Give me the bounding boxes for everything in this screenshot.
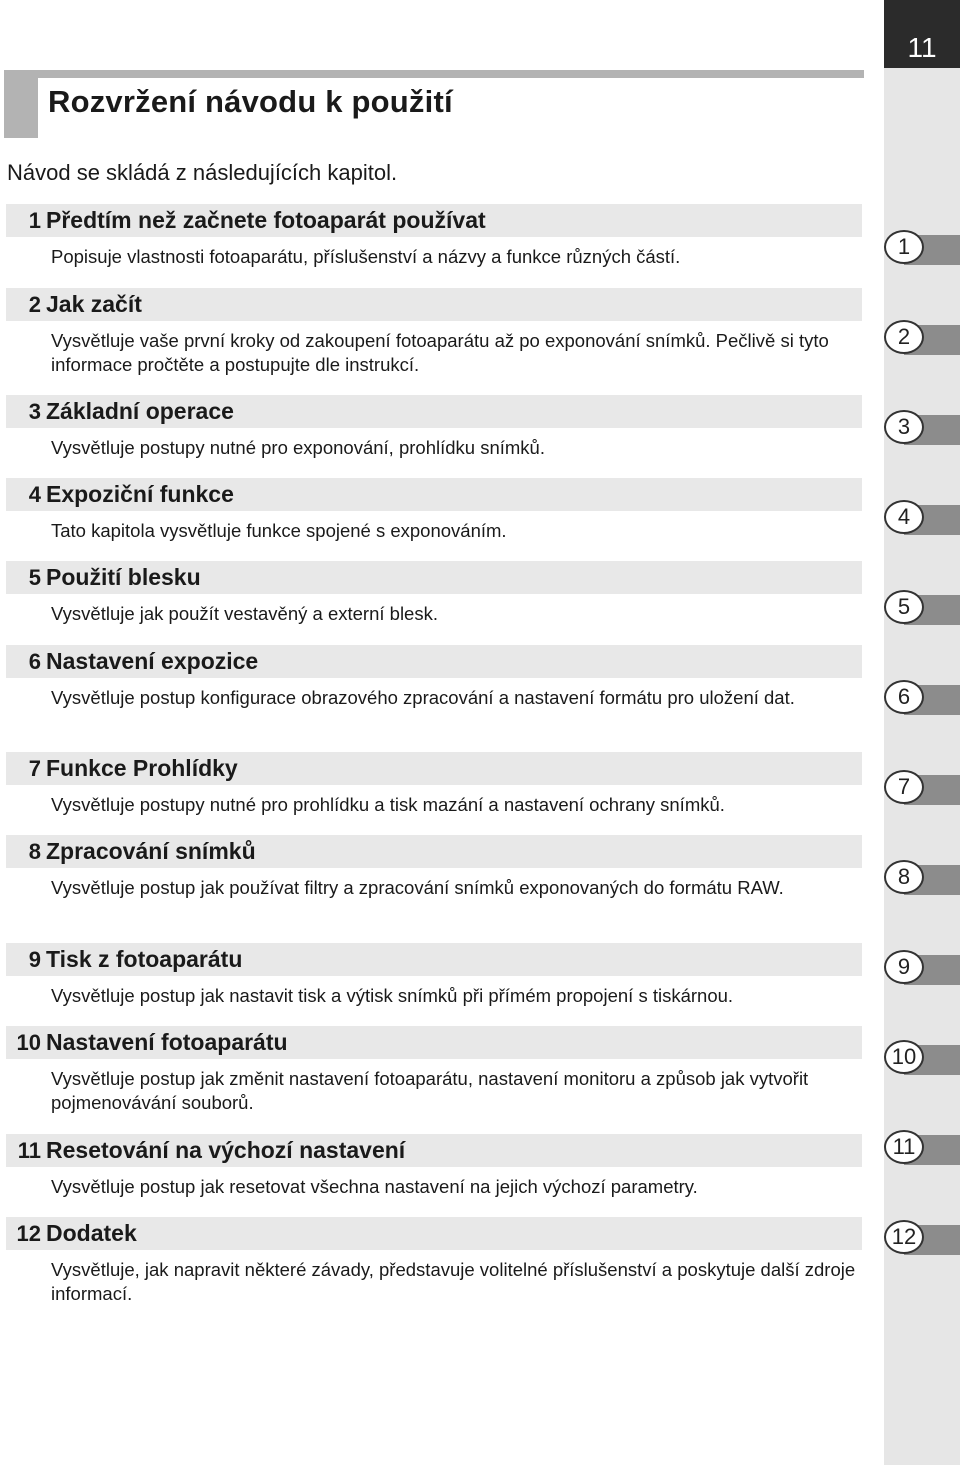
chapter-description: Vysvětluje, jak napravit některé závady, představuje volitelné příslušenství a poskytuje další zdroje informací.: [51, 1259, 856, 1304]
chapter-number: 8: [28, 838, 41, 864]
chapter-heading: [6, 204, 862, 237]
chapter-tab-12[interactable]: [884, 1220, 960, 1254]
chapter-description: Vysvětluje postup konfigurace obrazového zpracování a nastavení formátu pro uložení dat.: [51, 687, 795, 708]
chapter-number: 11: [17, 1137, 41, 1163]
chapter-tab-9[interactable]: [884, 950, 960, 984]
chapter-heading: [6, 835, 862, 868]
chapter-heading: [6, 943, 862, 976]
chapter-entry: [6, 752, 862, 817]
chapter-number: 10: [16, 1029, 41, 1055]
chapter-entry: [6, 1134, 862, 1199]
header-marker: [4, 70, 38, 138]
chapter-entry: [6, 1217, 862, 1306]
chapter-tab-6[interactable]: [884, 680, 960, 714]
tab-number: 10: [884, 1040, 924, 1074]
tab-number: 8: [884, 860, 924, 894]
header-rule: [4, 70, 864, 78]
chapter-tab-4[interactable]: [884, 500, 960, 534]
chapter-title: Dodatek: [46, 1220, 137, 1246]
chapter-entry: [6, 204, 862, 269]
chapter-entry: [6, 835, 862, 900]
chapter-description: Vysvětluje postup jak používat filtry a zpracování snímků exponovaných do formátu RAW.: [51, 877, 784, 898]
chapter-heading: [6, 1026, 862, 1059]
chapter-tab-1[interactable]: [884, 230, 960, 264]
tab-number: 2: [884, 320, 924, 354]
chapter-entry: [6, 645, 862, 710]
chapter-entry: [6, 943, 862, 1008]
chapter-description: Vysvětluje postup jak změnit nastavení fotoaparátu, nastavení monitoru a způsob jak vytvořit pojmenovávání souborů.: [51, 1068, 809, 1113]
chapter-entry: [6, 561, 862, 626]
chapter-title: Předtím než začnete fotoaparát používat: [46, 207, 486, 233]
chapter-number: 6: [28, 648, 41, 674]
chapter-heading: [6, 645, 862, 678]
chapter-heading: [6, 1134, 862, 1167]
chapter-description: Vysvětluje postup jak nastavit tisk a výtisk snímků při přímém propojení s tiskárnou.: [51, 985, 734, 1006]
tab-number: 12: [884, 1220, 924, 1254]
tab-number: 9: [884, 950, 924, 984]
chapter-description: Vysvětluje postup jak resetovat všechna nastavení na jejich výchozí parametry.: [51, 1176, 698, 1197]
chapter-heading: [6, 561, 862, 594]
page-number: 11: [884, 0, 960, 68]
chapter-heading: [6, 478, 862, 511]
chapter-heading: [6, 1217, 862, 1250]
chapter-number: 3: [28, 398, 41, 424]
tab-number: 11: [884, 1130, 924, 1164]
tab-number: 4: [884, 500, 924, 534]
chapter-tab-8[interactable]: [884, 860, 960, 894]
chapter-title: Použití blesku: [46, 564, 201, 590]
page-title: Rozvržení návodu k použití: [48, 84, 453, 119]
chapter-tab-2[interactable]: [884, 320, 960, 354]
chapter-number: 5: [28, 564, 41, 590]
chapter-tab-3[interactable]: [884, 410, 960, 444]
chapter-heading: [6, 395, 862, 428]
chapter-number: 4: [28, 481, 41, 507]
chapter-entry: [6, 1026, 862, 1115]
tab-number: 6: [884, 680, 924, 714]
chapter-number: 9: [28, 946, 41, 972]
chapter-entry: [6, 395, 862, 460]
chapter-description: Vysvětluje postupy nutné pro exponování, prohlídku snímků.: [51, 437, 545, 458]
chapter-tab-7[interactable]: [884, 770, 960, 804]
chapter-tab-10[interactable]: [884, 1040, 960, 1074]
chapter-number: 1: [28, 207, 41, 233]
chapter-description: Vysvětluje vaše první kroky od zakoupení fotoaparátu až po exponování snímků. Pečlivě si tyto informace pročtěte a postupujte dle instrukcí.: [51, 330, 829, 375]
chapter-title: Zpracování snímků: [46, 838, 256, 864]
intro-text: Návod se skládá z následujících kapitol.: [7, 160, 398, 185]
chapter-title: Funkce Prohlídky: [46, 755, 238, 781]
chapter-description: Popisuje vlastnosti fotoaparátu, příslušenství a názvy a funkce různých částí.: [51, 246, 681, 267]
chapter-title: Jak začít: [46, 291, 142, 317]
chapter-tab-5[interactable]: [884, 590, 960, 624]
tab-number: 7: [884, 770, 924, 804]
chapter-tab-11[interactable]: [884, 1130, 960, 1164]
tab-number: 5: [884, 590, 924, 624]
chapter-title: Základní operace: [46, 398, 234, 424]
chapter-description: Vysvětluje jak použít vestavěný a externí blesk.: [51, 603, 438, 624]
chapter-heading: [6, 752, 862, 785]
tab-number: 3: [884, 410, 924, 444]
tab-number: 1: [884, 230, 924, 264]
chapter-description: Vysvětluje postupy nutné pro prohlídku a tisk mazání a nastavení ochrany snímků.: [51, 794, 725, 815]
chapter-description: Tato kapitola vysvětluje funkce spojené s exponováním.: [51, 520, 507, 541]
chapter-entry: [6, 288, 862, 377]
chapter-heading: [6, 288, 862, 321]
chapter-number: 7: [28, 755, 41, 781]
chapter-title: Expoziční funkce: [46, 481, 234, 507]
chapter-entry: [6, 478, 862, 543]
chapter-title: Nastavení expozice: [46, 648, 259, 674]
chapter-number: 2: [28, 291, 41, 317]
chapter-title: Tisk z fotoaparátu: [46, 946, 243, 972]
chapter-title: Resetování na výchozí nastavení: [46, 1137, 406, 1163]
chapter-number: 12: [16, 1220, 41, 1246]
chapter-title: Nastavení fotoaparátu: [46, 1029, 288, 1055]
